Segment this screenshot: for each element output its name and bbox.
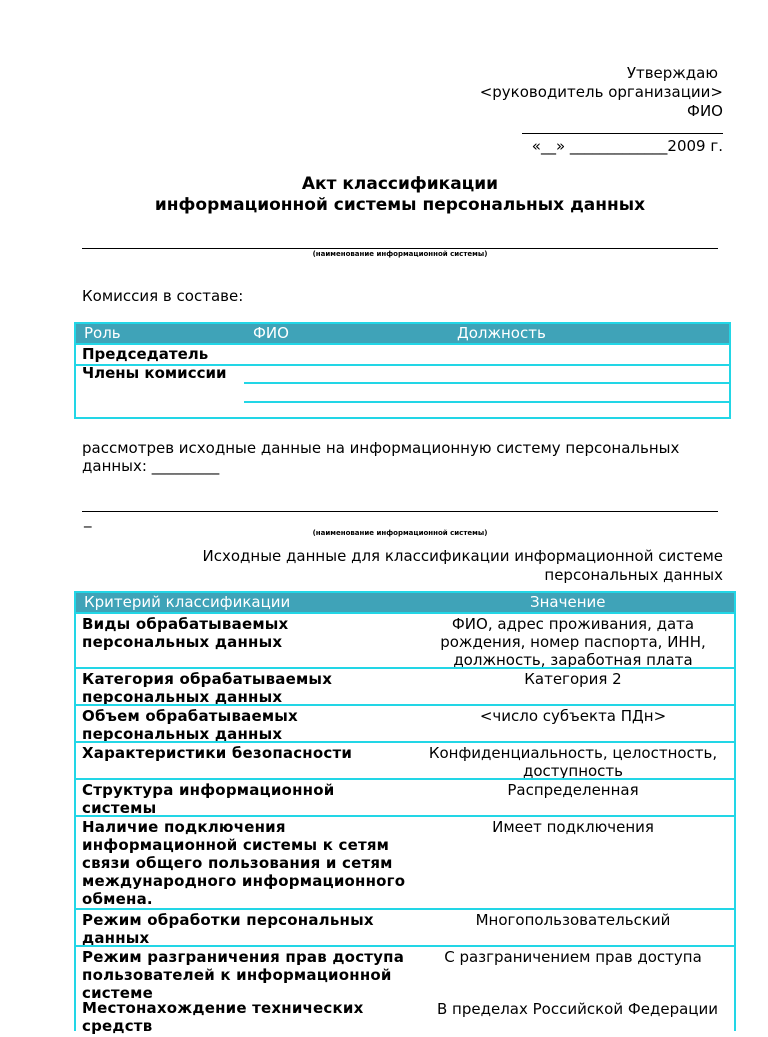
table-row: [76, 704, 734, 743]
source-title-line-2: персональных данных: [544, 566, 723, 584]
table-row: [76, 667, 734, 706]
criteria-table-header: [76, 593, 734, 612]
header-position: Должность: [457, 324, 546, 342]
commission-table: [74, 322, 731, 419]
criterion-label: Характеристики безопасности: [82, 744, 353, 762]
criterion-label: Режим обработки персональных данных: [82, 911, 374, 947]
table-row: [76, 612, 734, 669]
approval-block: [420, 64, 723, 121]
criterion-value: <число субъекта ПДн>: [479, 707, 667, 725]
system-name-line: [82, 248, 718, 249]
table-row: [76, 741, 734, 780]
title-line-1: Акт классификации: [301, 174, 499, 194]
table-row: [76, 908, 734, 947]
criterion-value: Имеет подключения: [492, 818, 654, 836]
criterion-label: Наличие подключения информационной системы к сетям связи общего пользования и сетям международного информационного обмена.: [82, 818, 406, 908]
criterion-value: Категория 2: [524, 670, 622, 688]
source-title: [150, 547, 723, 585]
approval-date: «__» _____________2009 г.: [531, 137, 723, 155]
approval-fio: ФИО: [687, 102, 723, 120]
criterion-value: В пределах Российской Федерации: [436, 1000, 718, 1018]
row-chairman: Председатель: [82, 345, 209, 363]
criterion-value: Многопользовательский: [475, 911, 671, 929]
criterion-label: Местонахождение технических средств: [82, 999, 364, 1035]
header-role: Роль: [84, 324, 121, 342]
header-value: Значение: [530, 593, 606, 611]
criterion-value: Распределенная: [507, 781, 639, 799]
source-title-line-1: Исходные данные для классификации информационной системе: [202, 547, 723, 565]
approval-word: Утверждаю: [626, 64, 718, 82]
table-row: [76, 778, 734, 817]
title-line-2: информационной системы персональных данных: [154, 195, 646, 215]
row-members: Члены комиссии: [82, 364, 227, 382]
criterion-label: Объем обрабатываемых персональных данных: [82, 707, 298, 743]
source-name-caption: (наименование информационной системы): [312, 529, 488, 537]
criterion-value: Конфиденциальность, целостность, доступность: [428, 744, 718, 780]
criteria-table: [74, 591, 736, 1035]
header-fio: ФИО: [253, 324, 289, 342]
considering-line-1: рассмотрев исходные данные на информационную систему персональных: [82, 439, 680, 457]
source-name-line: [82, 511, 718, 512]
header-criterion: Критерий классификации: [84, 593, 291, 611]
row-divider: [244, 401, 729, 403]
considering-line-2: данных: _________: [82, 457, 220, 475]
system-name-caption: (наименование информационной системы): [312, 250, 488, 258]
commission-intro: Комиссия в составе:: [82, 287, 244, 305]
commission-table-header: [76, 324, 729, 343]
table-row: [76, 815, 734, 910]
criterion-label: Виды обрабатываемых персональных данных: [82, 615, 289, 651]
criterion-label: Категория обрабатываемых персональных данных: [82, 670, 333, 706]
approval-head: <руководитель организации>: [479, 83, 723, 101]
document-title: [0, 174, 768, 216]
criterion-label: Структура информационной системы: [82, 781, 335, 817]
table-row: [76, 1000, 734, 1037]
row-divider: [244, 382, 729, 384]
criterion-value: ФИО, адрес проживания, дата рождения, номер паспорта, ИНН, должность, заработная плата: [440, 615, 706, 669]
signature-line: [522, 133, 723, 134]
criterion-label: Режим разграничения прав доступа пользователей к информационной системе: [82, 948, 405, 1002]
table-row: [76, 945, 734, 1002]
dash-text: _: [84, 510, 92, 528]
criterion-value: С разграничением прав доступа: [444, 948, 702, 966]
